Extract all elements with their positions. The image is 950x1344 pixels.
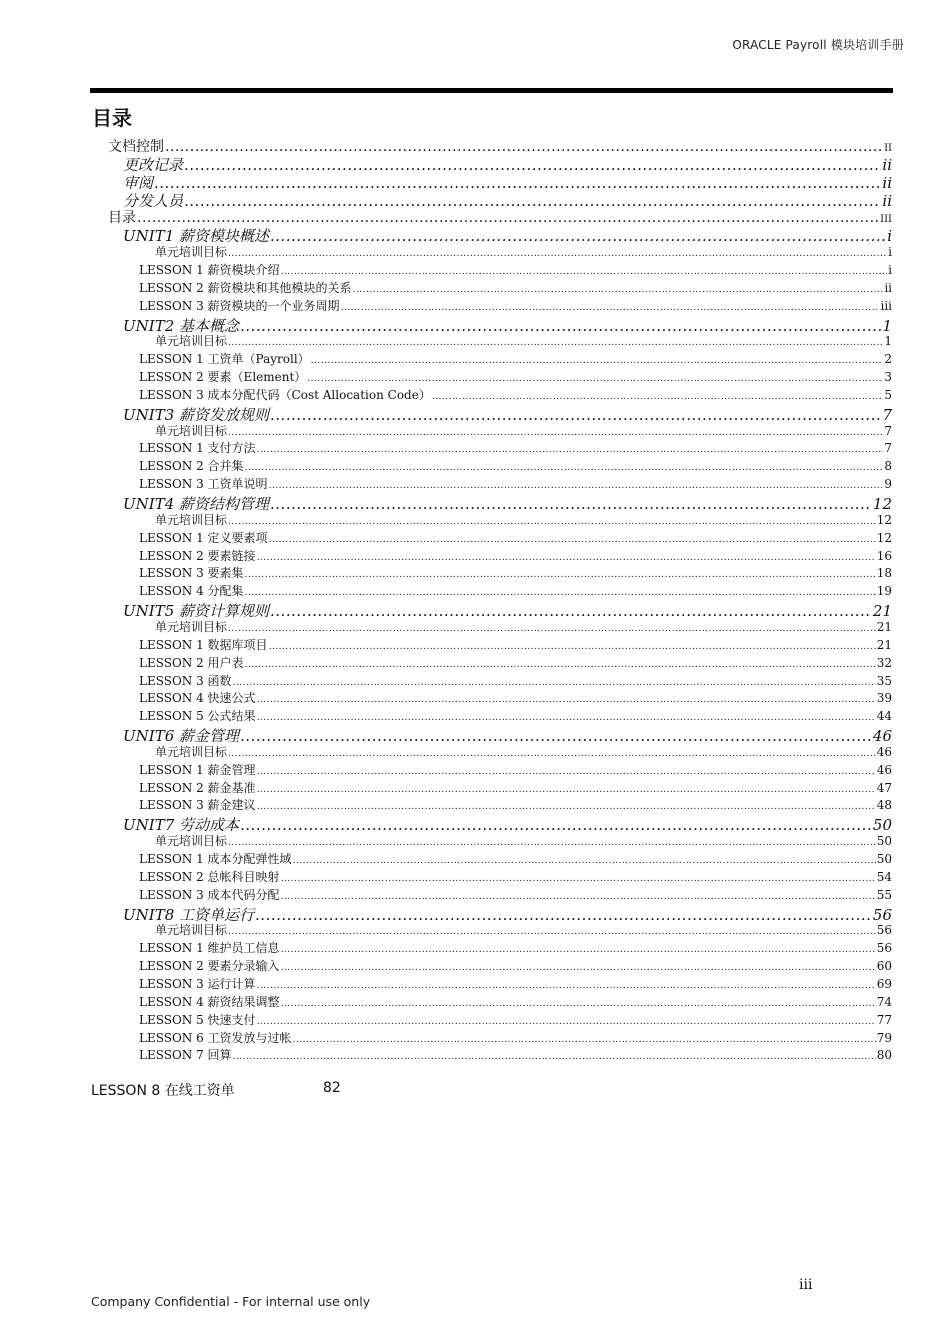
toc-entry[interactable] (139, 868, 892, 885)
toc-entry-page: 9 (884, 477, 892, 492)
toc-leader-dots (245, 660, 876, 670)
toc-entry[interactable] (155, 243, 892, 260)
toc-entry[interactable] (139, 761, 892, 778)
toc-entry[interactable] (139, 689, 892, 706)
toc-leader-dots (245, 588, 876, 598)
toc-entry[interactable] (139, 279, 892, 296)
toc-entry-page: 50 (876, 834, 892, 849)
toc-entry-text: 更改记录 (123, 155, 184, 174)
toc-entry-text: LESSON 1 维护员工信息 (139, 941, 280, 956)
toc-entry-page: i (888, 245, 892, 260)
toc-leader-dots (281, 945, 876, 955)
toc-entry[interactable] (139, 261, 892, 278)
toc-entry-page: 56 (876, 941, 892, 956)
toc-entry-text: 单元培训目标 (155, 512, 228, 527)
toc-entry-page: 35 (876, 673, 892, 688)
toc-entry[interactable] (139, 386, 892, 403)
toc-entry-page: ii (884, 280, 892, 295)
toc-entry-page: 5 (884, 387, 892, 402)
toc-entry-page: 79 (876, 1030, 892, 1045)
toc-leader-dots (281, 999, 876, 1009)
toc-entry-text: 单元培训目标 (155, 619, 228, 634)
toc-entry[interactable] (139, 1046, 892, 1063)
toc-leader-dots (228, 517, 876, 527)
toc-entry-text: LESSON 5 快速支付 (139, 1012, 256, 1027)
toc-leader-dots (257, 767, 876, 777)
toc-entry[interactable] (139, 957, 892, 974)
toc-leader-dots (228, 624, 876, 634)
toc-leader-dots (257, 1017, 876, 1027)
toc-entry[interactable] (155, 618, 892, 635)
toc-entry-page: 55 (876, 887, 892, 902)
toc-entry-text: LESSON 2 合并集 (139, 459, 244, 474)
toc-entry-page: 19 (876, 584, 892, 599)
toc-entry[interactable] (139, 368, 892, 385)
toc-entry-page: 46 (876, 762, 892, 777)
toc-entry[interactable] (155, 921, 892, 938)
toc-entry-page: 16 (876, 548, 892, 563)
toc-entry-page: 7 (884, 423, 892, 438)
toc-entry[interactable] (139, 350, 892, 367)
toc-entry-page: III (880, 214, 892, 226)
toc-entry[interactable] (139, 850, 892, 867)
toc-entry[interactable] (139, 1011, 892, 1028)
toc-entry-page: i (888, 262, 892, 277)
toc-entry-page: 32 (876, 655, 892, 670)
toc-entry-page: 82 (323, 1080, 341, 1096)
toc-entry-page: II (884, 143, 892, 154)
toc-entry-text: LESSON 3 薪金建议 (139, 798, 256, 813)
toc-entry-text: 单元培训目标 (155, 245, 228, 260)
toc-entry-page: 74 (876, 994, 892, 1009)
toc-entry[interactable] (139, 297, 892, 314)
toc-entry-page: 50 (876, 852, 892, 866)
toc-leader-dots (353, 285, 884, 295)
toc-entry-text: LESSON 2 要素链接 (139, 548, 256, 563)
document-header-title: ORACLE Payroll 模块培训手册 (732, 38, 904, 52)
toc-entry[interactable] (155, 422, 892, 439)
toc-entry[interactable] (139, 993, 892, 1010)
toc-entry-page: 2 (884, 352, 892, 367)
toc-leader-dots (257, 553, 876, 563)
toc-entry-text: LESSON 1 数据库项目 (139, 637, 268, 652)
toc-entry[interactable] (139, 475, 892, 492)
toc-entry-text: LESSON 3 要素集 (139, 566, 244, 581)
toc-entry-text: 单元培训目标 (155, 423, 228, 438)
toc-entry-page: 21 (876, 619, 892, 634)
toc-entry-page: 69 (876, 976, 892, 991)
toc-leader-dots (281, 874, 876, 884)
toc-leader-dots (257, 785, 876, 795)
toc-entry-page: 46 (872, 727, 892, 746)
toc-leader-dots (245, 570, 876, 580)
toc-leader-dots (311, 356, 884, 366)
toc-entry-text: LESSON 7 回算 (139, 1048, 232, 1063)
toc-entry[interactable] (139, 564, 892, 581)
toc-entry-page: 56 (872, 905, 892, 924)
toc-entry-page: 12 (876, 512, 892, 527)
toc-entry-text: UNIT8 工资单运行 (123, 905, 255, 924)
toc-entry-text: LESSON 3 薪资模块的一个业务周期 (139, 298, 340, 313)
toc-leader-dots (228, 838, 876, 848)
toc-entry-text: 单元培训目标 (155, 834, 228, 849)
toc-entry-text: 单元培训目标 (155, 334, 228, 349)
toc-entry-text: LESSON 1 成本分配弹性域 (139, 852, 292, 866)
toc-entry-text: LESSON 3 成本分配代码（Cost Allocation Code） (139, 387, 431, 402)
toc-entry-page: ii (882, 155, 892, 174)
toc-entry-text: UNIT4 薪资结构管理 (123, 495, 270, 513)
toc-entry[interactable] (155, 743, 892, 760)
toc-entry-text: LESSON 4 快速公式 (139, 691, 256, 706)
toc-entry-page: 47 (876, 780, 892, 795)
toc-leader-dots (228, 338, 883, 348)
toc-leader-dots (228, 927, 876, 937)
toc-entry[interactable] (139, 439, 892, 456)
toc-entry-page: 12 (872, 495, 892, 513)
toc-entry-text: 目录 (108, 210, 136, 227)
footer-confidential: Company Confidential - For internal use only (91, 1294, 371, 1309)
toc-entry[interactable] (139, 636, 892, 653)
toc-leader-dots (257, 981, 876, 991)
toc-entry-text: LESSON 2 薪资模块和其他模块的关系 (139, 280, 352, 295)
toc-leader-dots (257, 802, 876, 812)
toc-entry[interactable] (139, 672, 892, 689)
toc-leader-dots (165, 139, 883, 155)
toc-leader-dots (293, 1035, 876, 1045)
toc-entry-page: 39 (876, 691, 892, 706)
toc-leader-dots (281, 892, 876, 902)
toc-entry[interactable] (139, 886, 892, 903)
toc-entry-text: LESSON 6 工资发放与过帐 (139, 1030, 292, 1045)
toc-leader-dots (257, 445, 884, 455)
toc-entry-text: LESSON 1 支付方法 (139, 441, 256, 456)
toc-leader-dots (281, 963, 876, 973)
toc-entry-page: 8 (884, 459, 892, 474)
toc-entry[interactable] (155, 332, 892, 349)
toc-entry-page: 7 (884, 441, 892, 456)
toc-leader-dots (269, 535, 876, 545)
toc-entry[interactable] (139, 779, 892, 796)
page-number: iii (799, 1277, 813, 1293)
toc-entry[interactable] (139, 707, 892, 724)
toc-entry-page: 21 (876, 637, 892, 652)
toc-entry-text: LESSON 5 公式结果 (139, 709, 256, 724)
toc-entry-page: iii (880, 298, 892, 313)
toc-entry[interactable] (155, 511, 892, 528)
toc-entry[interactable] (139, 582, 892, 599)
toc-entry-page: 12 (876, 530, 892, 545)
toc-leader-dots (257, 695, 876, 705)
toc-leader-dots (257, 713, 876, 723)
toc-leader-dots (281, 267, 888, 277)
toc-entry-page: ii (882, 191, 892, 210)
toc-entry-page: 60 (876, 959, 892, 974)
toc-entry[interactable] (139, 547, 892, 564)
toc-leader-dots (228, 749, 876, 759)
toc-leader-dots (137, 210, 879, 226)
toc-entry-text: LESSON 4 分配集 (139, 584, 244, 599)
toc-entry-page: 46 (876, 744, 892, 759)
toc-entry-text: LESSON 3 工资单说明 (139, 477, 268, 492)
toc-entry-text: UNIT2 基本概念 (123, 316, 240, 335)
toc-leader-dots (228, 249, 887, 259)
toc-entry-text: LESSON 1 薪资模块介绍 (139, 262, 280, 277)
toc-entry[interactable] (139, 529, 892, 546)
toc-entry-page: 3 (884, 370, 892, 385)
toc-entry-text: LESSON 2 要素分录输入 (139, 959, 280, 974)
toc-leader-dots (245, 463, 884, 473)
toc-entry[interactable] (139, 654, 892, 671)
toc-entry-text: LESSON 2 要素（Element） (139, 370, 307, 385)
toc-entry-page: 44 (876, 709, 892, 724)
toc-entry-page: 80 (876, 1048, 892, 1063)
toc-entry-text: 单元培训目标 (155, 744, 228, 759)
toc-entry-page: 1 (884, 334, 892, 349)
toc-entry-lesson8[interactable] (91, 1080, 341, 1100)
toc-leader-dots (228, 428, 883, 438)
toc-leader-dots (293, 856, 876, 866)
toc-entry-text: LESSON 1 薪金管理 (139, 762, 256, 777)
toc-leader-dots (269, 481, 884, 491)
toc-entry-text: LESSON 1 工资单（Payroll） (139, 352, 310, 367)
toc-leader-dots (233, 678, 876, 688)
toc-entry-text: UNIT3 薪资发放规则 (123, 405, 270, 424)
toc-entry-text: 分发人员 (123, 191, 184, 210)
header-rule (90, 88, 893, 93)
toc-entry-page: 7 (882, 405, 892, 424)
toc-entry-page: 77 (876, 1012, 892, 1027)
toc-entry-text: LESSON 4 薪资结果调整 (139, 994, 280, 1009)
toc-entry[interactable] (155, 832, 892, 849)
toc-entry[interactable] (139, 457, 892, 474)
toc-entry-text: LESSON 3 成本代码分配 (139, 887, 280, 902)
toc-leader-dots (233, 1052, 876, 1062)
toc-entry-text: LESSON 1 定义要素项 (139, 530, 268, 545)
toc-entry-page: 56 (876, 923, 892, 938)
toc-entry[interactable] (139, 1029, 892, 1046)
toc-entry-page: 1 (882, 316, 892, 335)
toc-entry-text: UNIT7 劳动成本 (123, 816, 240, 835)
toc-entry-page: 54 (876, 869, 892, 884)
toc-entry-text: 审阅 (123, 173, 154, 192)
toc-entry[interactable] (139, 796, 892, 813)
toc-entry-page: 48 (876, 798, 892, 813)
toc-entry-text: LESSON 2 总帐科目映射 (139, 869, 280, 884)
toc-entry-text: LESSON 2 用户表 (139, 655, 244, 670)
toc-leader-dots (269, 642, 876, 652)
toc-entry-text: LESSON 3 运行计算 (139, 976, 256, 991)
toc-entry-text: LESSON 3 函数 (139, 673, 232, 688)
toc-entry-text: UNIT6 薪金管理 (123, 727, 240, 746)
toc-entry-page: 21 (872, 602, 892, 621)
toc-entry-text: UNIT1 薪资模块概述 (123, 227, 270, 246)
toc-entry-page: 50 (872, 816, 892, 835)
toc-entry-text: LESSON 2 薪金基准 (139, 780, 256, 795)
toc-entry-text: 文档控制 (108, 139, 164, 155)
toc-entry[interactable] (139, 975, 892, 992)
toc-entry-page: 18 (876, 566, 892, 581)
toc-entry-page: i (887, 227, 892, 246)
toc-entry[interactable] (139, 939, 892, 956)
toc-entry-text: UNIT5 薪资计算规则 (123, 602, 270, 621)
toc-entry-page: ii (882, 173, 892, 192)
toc-leader-dots (432, 392, 884, 402)
toc-leader-dots (307, 374, 883, 384)
toc-entry-text: LESSON 8 在线工资单 (91, 1083, 235, 1099)
toc-leader-dots (341, 303, 880, 313)
toc-entry-text: 单元培训目标 (155, 923, 228, 938)
toc-heading: 目录 (92, 106, 132, 130)
